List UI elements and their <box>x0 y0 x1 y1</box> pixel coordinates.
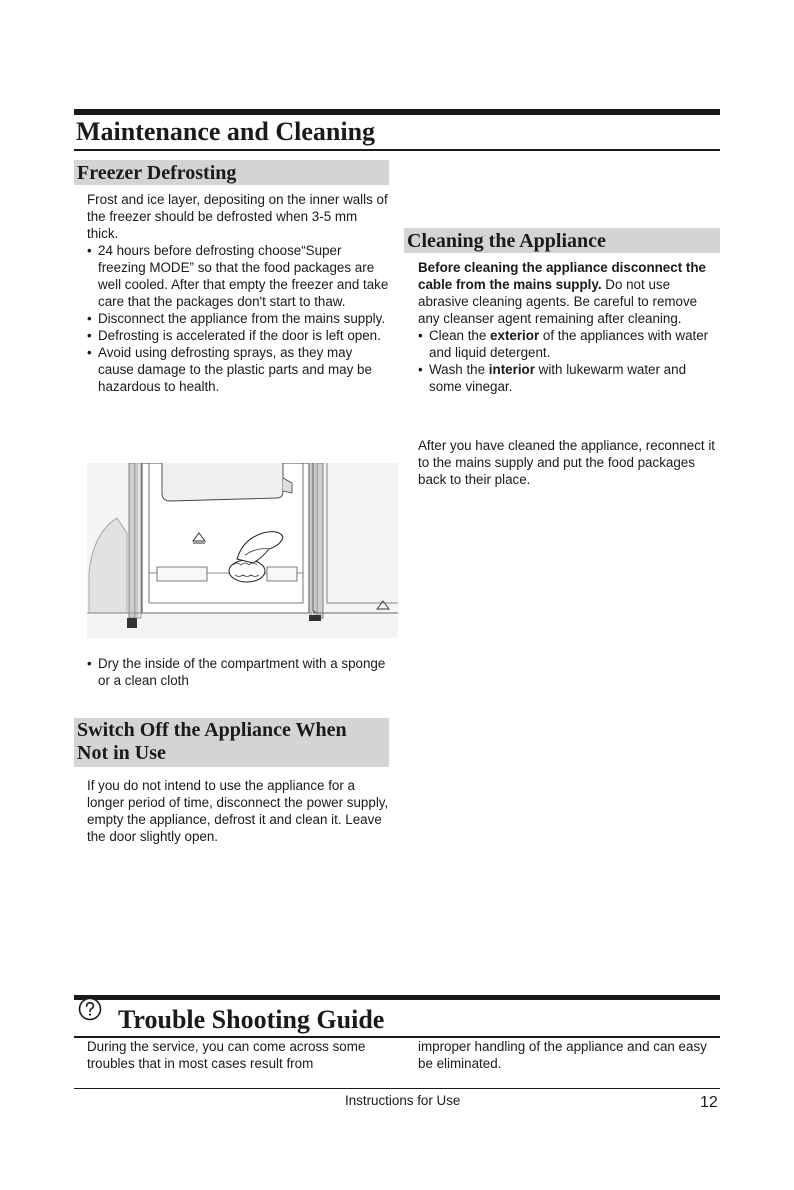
bullet-bold: exterior <box>490 328 540 343</box>
switch-off-heading-line2: Not in Use <box>77 742 166 764</box>
dry-compartment-list <box>87 655 389 689</box>
freezer-defrosting-heading: Freezer Defrosting <box>74 160 389 185</box>
switch-off-heading <box>74 718 389 767</box>
trouble-text-col1: During the service, you can come across some troubles that in most cases result from <box>87 1039 366 1071</box>
bullet-text: of the appliances with water and liquid detergent. <box>429 328 709 360</box>
bullet-text: with lukewarm water and some vinegar. <box>429 362 687 394</box>
trouble-text-col2: improper handling of the appliance and can easy be eliminated. <box>418 1039 707 1071</box>
page-number: 12 <box>700 1094 718 1111</box>
list-item: • Avoid using defrosting sprays, as they may cause damage to the plastic parts and may be hazardous to health. <box>87 344 389 395</box>
list-item: • Dry the inside of the compartment with a sponge or a clean cloth <box>87 655 389 689</box>
cleaning-heading: Cleaning the Appliance <box>404 228 720 253</box>
list-item: • 24 hours before defrosting choose“Super freezing MODE” so that the food packages are well cooled. After that empty the freezer and take care that the packages don't start to thaw. <box>87 242 389 310</box>
cleaning-after: After you have cleaned the appliance, reconnect it to the mains supply and put the food packages back to their place. <box>418 438 716 487</box>
cleaning-warning-bold: Before cleaning the appliance disconnect the cable from the mains supply. <box>418 260 706 292</box>
freezer-defrosting-intro: Frost and ice layer, depositing on the inner walls of the freezer should be defrosted when 3-5 mm thick. <box>87 192 388 241</box>
freezer-cleaning-illustration <box>87 463 398 638</box>
list-item <box>418 327 718 361</box>
switch-off-body: If you do not intend to use the appliance for a longer period of time, disconnect the power supply, empty the appliance, defrost it and clean it. Leave the door slightly open. <box>87 778 389 844</box>
page-title: Maintenance and Cleaning <box>76 117 376 146</box>
bullet-text: Wash the <box>429 362 489 377</box>
question-circle-icon <box>78 997 102 1021</box>
title-underline <box>74 149 720 151</box>
trouble-top-rule <box>74 995 720 1000</box>
list-item <box>418 361 718 395</box>
switch-off-heading-line1: Switch Off the Appliance When <box>77 719 347 741</box>
footer-label: Instructions for Use <box>345 1093 461 1108</box>
cleaning-list <box>418 327 718 395</box>
cleaning-warning <box>418 259 718 327</box>
bullet-bold: interior <box>488 362 535 377</box>
list-item: • Defrosting is accelerated if the door is left open. <box>87 327 389 344</box>
freezer-defrosting-list <box>87 242 389 395</box>
top-rule <box>74 109 720 115</box>
footer-rule <box>74 1088 720 1089</box>
cleaning-warning-rest: Do not use abrasive cleaning agents. Be careful to remove any cleanser agent remaining after cleaning. <box>418 277 698 326</box>
bullet-text: Clean the <box>429 328 491 343</box>
list-item: • Disconnect the appliance from the mains supply. <box>87 310 389 327</box>
trouble-title: Trouble Shooting Guide <box>118 1005 385 1034</box>
